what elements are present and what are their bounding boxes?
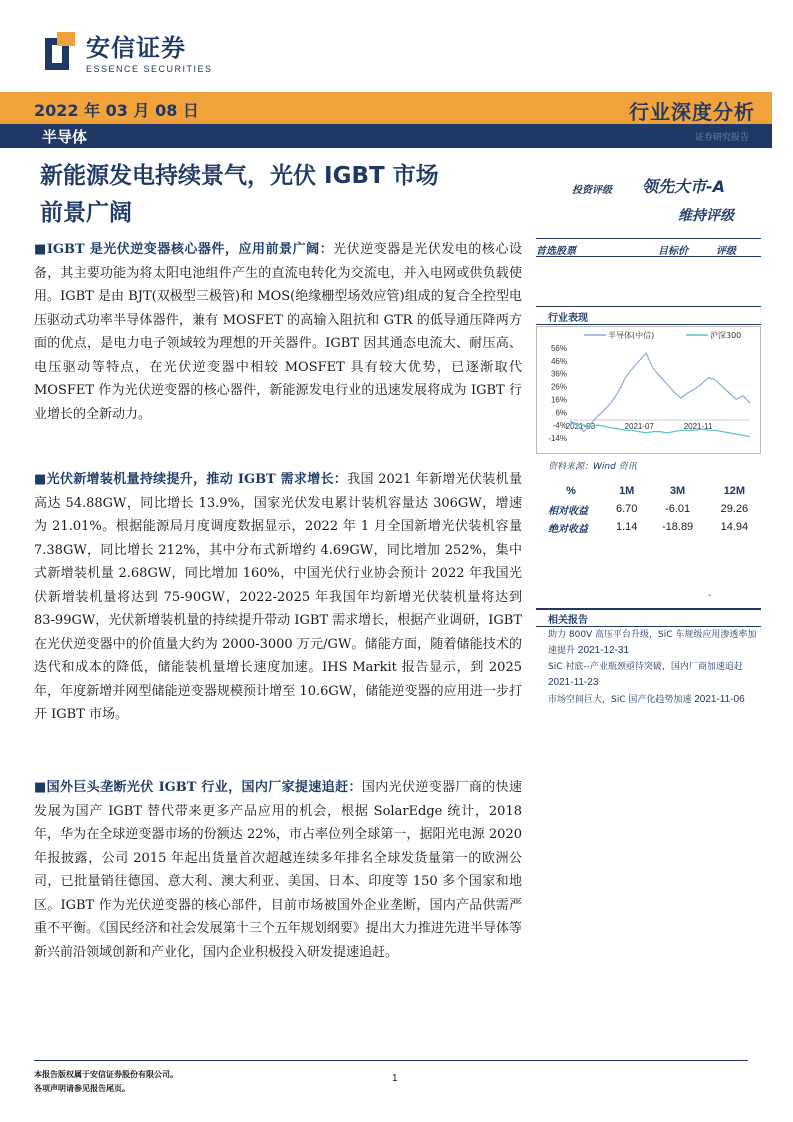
y-tick-label: 36% (550, 369, 567, 379)
footer-disclaimer: 各项声明请参见报告尾页。 (34, 1084, 130, 1093)
paragraph-2 (34, 468, 522, 727)
y-tick-label: 26% (550, 382, 567, 392)
table-cell: -18.89 (661, 521, 694, 533)
related-report-item[interactable] (548, 628, 762, 660)
top-picks-header (536, 242, 761, 257)
logo-name-en: ESSENCE SECURITIES (86, 64, 213, 74)
row-label: 绝对收益 (548, 523, 588, 535)
related-report-item[interactable] (548, 692, 762, 708)
x-tick-label: 2021-03 (565, 422, 596, 431)
table-cell: 6.70 (616, 503, 638, 515)
x-tick-label: 2021-11 (683, 422, 713, 431)
related-report-date: 2021-11-06 (694, 693, 745, 705)
paragraph-body: 光伏逆变器是光伏发电的核心设备，其主要功能为将太阳电池组件产生的直流电转化为交流电，并入电网或供负载使用。IGBT 是由 BJT(双极型三极管)和 MOS(绝缘栅型场效应管)组成的复合全控型电压驱动式功率半导体器件，兼有 MOSFET 的高输入阻抗和 GTR 的低导通压降两方面的优点，是电力电子领域较为理想的开关器件。IGBT 因其通态电流大、耐压高、电压驱动等特点，在光伏逆变器中相较 MOSFET 具有较大优势，已逐渐取代 MOSFET 作为光伏逆变器的核心器件，新能源发电行业的迅速发展将成为 IGBT 行业增长的全新动力。 (34, 242, 522, 422)
title-line-2: 前景广阔 (40, 200, 132, 226)
table-row (536, 518, 761, 536)
rating-status: 维持评级 (678, 208, 734, 224)
report-date: 2022 年 03 月 08 日 (34, 101, 199, 120)
page-number: 1 (392, 1073, 398, 1084)
picks-col-target: 目标价 (658, 246, 688, 257)
related-report-item[interactable] (548, 660, 762, 692)
legend-label-semis: 半导体(中信) (608, 331, 655, 340)
rating-value: 领先大市-A (642, 177, 726, 196)
table-cell: 14.94 (720, 521, 749, 533)
table-row (536, 500, 761, 518)
logo-mark-icon (42, 31, 78, 77)
footer-copyright: 本报告版权属于安信证券股份有限公司。 (34, 1070, 178, 1079)
paragraph-lead: 光伏新增装机量持续提升，推动 IGBT 需求增长： (46, 472, 348, 487)
divider (536, 324, 761, 325)
chart-frame (537, 327, 761, 454)
paragraph-1 (34, 238, 522, 426)
table-cell: 29.26 (720, 503, 749, 515)
performance-chart-svg (536, 326, 761, 454)
performance-table (536, 482, 761, 536)
title-line-1: 新能源发电持续景气，光伏 IGBT 市场 (40, 163, 439, 189)
rating-label: 投资评级 (572, 185, 612, 196)
paragraph-3 (34, 776, 522, 964)
report-title (40, 158, 530, 232)
paragraph-body: 我国 2021 年新增光伏装机量高达 54.88GW，同比增长 13.9%，国家光伏发电累计装机容量达 306GW，增速为 21.01%。根据能源局月度调度数据显示，2022 年 1 月全国新增光伏装机容量 7.38GW，同比增长 212%，其中分布式新增约 4.69GW，同比增加 252%，集中式新增装机量 2.68GW，同比增加 160%，中国光伏行业协会预计 2022 年我国光伏新增装机量将达到 75-90GW，2022-2025 年我国年均新增光伏装机量将达到 83-99GW，光伏新增装机量的持续提升带动 IGBT 需求增长，根据产业调研，IGBT 在光伏逆变器中的价值量大约为 2000-3000 万元/GW。储能方面，随着储能技术的迭代和成本的降低，储能装机量增长速度加速。IHS Markit 报告显示，到 2025 年，年度新增并网型储能逆变器规模预计增至 10.6GW，储能逆变器的应用进一步打开 IGBT 市场。 (34, 472, 522, 722)
related-report-title: SiC 衬底--产业瓶颈亟待突破，国内厂商加速追赶 (548, 661, 743, 672)
sector-bar (0, 124, 772, 148)
footer-divider (34, 1060, 748, 1061)
y-tick-label: -4% (552, 421, 567, 431)
picks-col-rating: 评级 (716, 246, 736, 257)
performance-heading: 行业表现 (548, 313, 588, 324)
table-cell: 1.14 (616, 521, 638, 533)
table-cell: -6.01 (665, 503, 691, 515)
bullet-square-icon: ■ (34, 780, 47, 795)
divider (536, 256, 761, 257)
y-tick-label: -14% (548, 434, 567, 443)
company-logo (42, 28, 213, 80)
related-report-date: 2021-11-23 (548, 677, 599, 689)
placeholder-dash: - (708, 590, 712, 601)
divider (536, 608, 761, 610)
report-type: 行业深度分析 (629, 100, 755, 124)
paragraph-body: 国内光伏逆变器厂商的快速发展为国产 IGBT 替代带来更多产品应用的机会，根据 SolarEdge 统计，2018 年，华为在全球逆变器市场的份额达 22%，市占率位列全球第一，据阳光电源 2020 年报披露，公司 2015 年起出货量首次超越连续多年排名全球发货量第一的欧洲公司，已批量销往德国、意大利、澳大利亚、美国、日本、印度等 150 多个国家和地区。IGBT 作为光伏逆变器的核心部件，目前市场被国外企业垄断，国内产品供需严重不平衡。《国民经济和社会发展第十三个五年规划纲要》提出大力推进先进半导体等新兴前沿领域创新和产业化，国内企业积极投入研发提速追赶。 (34, 780, 522, 960)
bullet-square-icon: ■ (34, 472, 47, 487)
y-tick-label: 56% (550, 344, 567, 353)
y-tick-label: 16% (550, 395, 567, 405)
related-report-title: 助力 800V 高压平台升级，SiC 车规级应用渗透率加速提升 (548, 630, 757, 657)
x-tick-label: 2021-07 (624, 422, 654, 431)
table-header-row (536, 482, 761, 500)
paragraph-lead: 国外巨头垄断光伏 IGBT 行业，国内厂家提速追赶： (46, 780, 362, 795)
divider (536, 306, 761, 307)
picks-col-stock: 首选股票 (536, 246, 576, 257)
divider (536, 626, 761, 627)
related-report-title: 市场空间巨大，SiC 国产化趋势加速 (548, 694, 692, 705)
related-report-date: 2021-12-31 (577, 645, 630, 657)
table-header: 3M (669, 485, 686, 497)
table-header: % (566, 485, 576, 497)
table-header: 1M (619, 485, 635, 497)
related-reports-list (548, 628, 762, 708)
paragraph-lead: IGBT 是光伏逆变器核心器件，应用前景广阔： (46, 242, 334, 257)
logo-name-cn: 安信证券 (86, 34, 186, 62)
divider (536, 238, 761, 239)
row-label: 相对收益 (548, 505, 588, 517)
watermark-text: 证券研究报告 (694, 133, 749, 143)
bullet-square-icon: ■ (34, 242, 47, 257)
sector-name: 半导体 (42, 128, 88, 146)
performance-chart (536, 326, 761, 454)
y-tick-label: 6% (555, 408, 567, 418)
related-heading: 相关报告 (548, 615, 588, 626)
table-header: 12M (723, 485, 746, 497)
chart-source: 资料来源：Wind 资讯 (548, 462, 637, 472)
legend-label-csi300: 沪深300 (710, 331, 742, 340)
y-tick-label: 46% (550, 356, 567, 366)
